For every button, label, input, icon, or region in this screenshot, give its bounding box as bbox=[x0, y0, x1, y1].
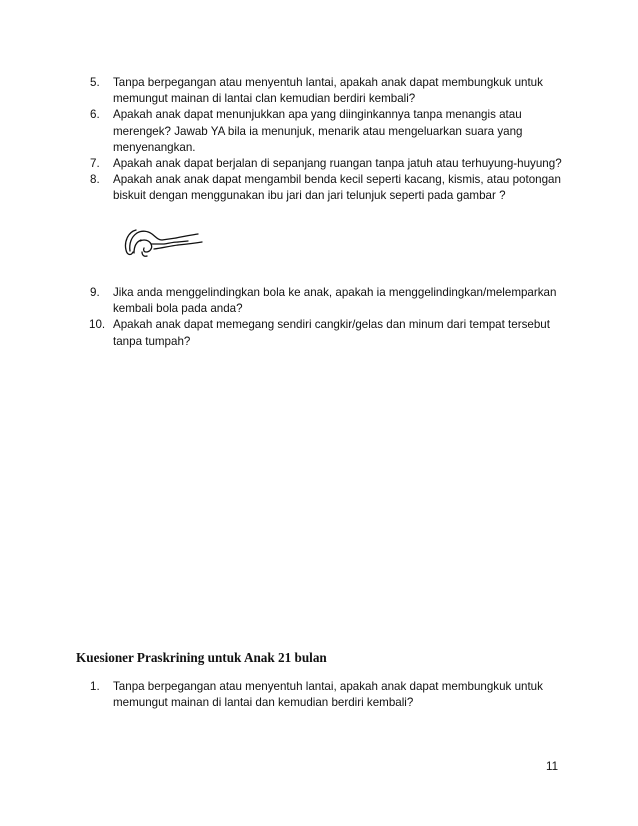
question-text: Tanpa berpegangan atau menyentuh lantai, apakah anak dapat membungkuk untuk memungut mainan di lantai dan kemudian berdiri kembali? bbox=[113, 680, 543, 710]
question-number: 10. bbox=[89, 318, 106, 332]
question-number: 6. bbox=[90, 108, 100, 122]
question-text: Jika anda menggelindingkan bola ke anak, apakah ia menggelindingkan/melemparkan kembali bola pada anda? bbox=[113, 286, 557, 316]
question-number: 1. bbox=[90, 680, 100, 693]
question-number: 5. bbox=[90, 76, 100, 89]
question-text: Apakah anak anak dapat mengambil benda kecil seperti kacang, kismis, atau potongan biskuit dengan menggunakan ibu jari dan jari telunjuk seperti pada gambar ? bbox=[113, 173, 561, 203]
question-list-top bbox=[90, 75, 575, 205]
question-item-9 bbox=[90, 285, 575, 317]
page-number: 11 bbox=[546, 760, 559, 773]
section-heading: Kuesioner Praskrining untuk Anak 21 bulan bbox=[76, 650, 327, 665]
question-item-1 bbox=[90, 679, 575, 711]
question-text: Tanpa berpegangan atau menyentuh lantai, apakah anak dapat membungkuk untuk memungut mainan di lantai clan kemudian berdiri kembali? bbox=[113, 76, 543, 106]
pincer-grasp-illustration bbox=[118, 218, 208, 260]
question-list-middle bbox=[90, 285, 575, 350]
question-item-6 bbox=[90, 107, 575, 156]
question-item-8 bbox=[90, 172, 575, 204]
question-item-5 bbox=[90, 75, 575, 107]
question-item-10 bbox=[90, 317, 575, 349]
question-list-21-months bbox=[90, 679, 575, 711]
question-item-7 bbox=[90, 156, 575, 172]
question-text: Apakah anak dapat menunjukkan apa yang diinginkannya tanpa menangis atau merengek? Jawab YA bila ia menunjuk, menarik atau mengeluarkan suara yang menyenangkan. bbox=[113, 108, 523, 154]
question-text: Apakah anak dapat berjalan di sepanjang ruangan tanpa jatuh atau terhuyung-huyung? bbox=[113, 157, 562, 171]
question-number: 8. bbox=[90, 173, 100, 187]
question-text: Apakah anak dapat memegang sendiri cangkir/gelas dan minum dari tempat tersebut tanpa tumpah? bbox=[113, 318, 550, 348]
question-number: 9. bbox=[90, 286, 100, 299]
question-number: 7. bbox=[90, 157, 100, 171]
